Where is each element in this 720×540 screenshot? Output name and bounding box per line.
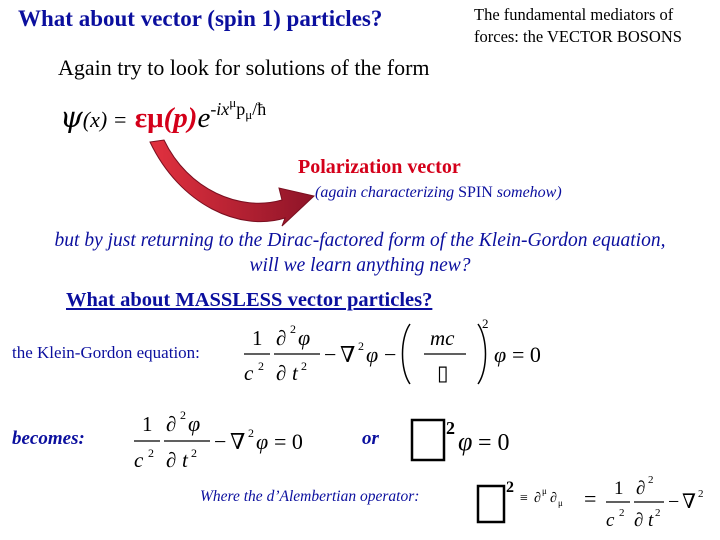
dal-box-sq: 2 — [506, 479, 514, 496]
wave-equation — [128, 403, 338, 475]
we-nabla: ∇ — [230, 429, 246, 454]
kg-minus2: − — [384, 342, 397, 367]
dal-partial-num-sq: 2 — [648, 474, 654, 486]
exp-p: p — [236, 99, 246, 119]
kg-paren-sq: 2 — [482, 316, 489, 331]
box-eq-zero: = 0 — [478, 430, 510, 456]
kg-right-paren — [478, 324, 486, 384]
kg-phi-end: φ — [494, 342, 507, 367]
psi-symbol: ψ — [60, 100, 83, 134]
mediators-note-line1: The fundamental mediators of — [474, 5, 674, 24]
kg-nabla-sq: 2 — [358, 339, 364, 353]
we-c: c — [134, 448, 144, 472]
klein-gordon-equation — [240, 318, 560, 390]
dalembertian-box-symbol — [478, 486, 504, 522]
we-eq-zero: = 0 — [274, 429, 303, 454]
dal-nabla: ∇ — [682, 491, 696, 513]
exp-base: e — [197, 102, 211, 134]
dal-t-sq: 2 — [655, 507, 661, 519]
we-t: t — [182, 448, 188, 472]
kg-t: t — [292, 361, 298, 385]
dirac-question-line2: will we learn anything new? — [249, 255, 471, 276]
dirac-question — [0, 228, 720, 278]
polarization-label: Polarization vector — [298, 156, 461, 178]
kg-t-sq: 2 — [301, 359, 307, 373]
kg-partial-num: ∂ — [276, 326, 287, 350]
kg-phi-num: φ — [298, 325, 311, 350]
box-equation — [408, 414, 528, 466]
dal-mu-sub: μ — [558, 498, 563, 508]
kg-c: c — [244, 361, 254, 385]
kg-phi: φ — [366, 342, 379, 367]
becomes-label: becomes: — [12, 428, 85, 449]
dal-c: c — [606, 510, 615, 531]
polarization-note — [315, 184, 562, 202]
we-phi: φ — [256, 429, 269, 454]
dal-mu-sup: μ — [542, 486, 547, 496]
psi-arg: (x) = — [82, 107, 128, 132]
dal-equiv: ≡ — [520, 491, 528, 506]
exp-mu-sup: μ — [229, 95, 237, 110]
we-partial-num: ∂ — [166, 412, 177, 436]
mu-symbol: μ — [147, 102, 164, 134]
we-c-sq: 2 — [148, 446, 154, 460]
dal-partial-num: ∂ — [636, 478, 646, 499]
kg-eq-zero: = 0 — [512, 342, 541, 367]
polarization-note-close: somehow) — [492, 184, 562, 201]
slide-title: What about vector (spin 1) particles? — [18, 6, 383, 31]
kg-nabla: ∇ — [340, 342, 356, 367]
we-nabla-sq: 2 — [248, 426, 254, 440]
kg-mc: mc — [430, 326, 455, 350]
dal-equals: = — [584, 486, 597, 511]
we-one: 1 — [142, 412, 153, 436]
dal-partial-den: ∂ — [634, 510, 644, 531]
dal-partial-up: ∂ — [534, 491, 541, 506]
kg-partial-den: ∂ — [276, 361, 287, 385]
exp-hbar: /ħ — [252, 99, 267, 119]
polarization-note-spin: SPIN — [458, 184, 493, 201]
p-argument: (p) — [163, 102, 198, 134]
polarization-note-open: (again characterizing — [315, 184, 459, 201]
box-sq: 2 — [446, 418, 455, 438]
dal-t: t — [648, 510, 654, 531]
kg-hbar-glyph: ▯ — [437, 361, 449, 385]
dal-nabla-sq: 2 — [698, 488, 704, 500]
intro-text: Again try to look for solutions of the form — [58, 55, 430, 80]
dalembertian-equation — [472, 470, 712, 536]
kg-c-sq: 2 — [258, 359, 264, 373]
dal-c-sq: 2 — [619, 507, 625, 519]
or-label: or — [362, 428, 379, 449]
kg-left-paren — [403, 324, 411, 384]
dal-partial-down: ∂ — [550, 491, 557, 506]
dal-minus: − — [668, 491, 680, 513]
we-partial-num-sq: 2 — [180, 408, 186, 422]
box-phi: φ — [458, 427, 473, 456]
dalembertian-box-symbol — [412, 420, 444, 460]
epsilon-symbol: ε — [134, 102, 148, 134]
mediators-note-line2: forces: the VECTOR BOSONS — [474, 27, 682, 46]
dalembertian-label: Where the d’Alembertian operator: — [200, 488, 420, 505]
massless-question: What about MASSLESS vector particles? — [66, 289, 433, 311]
we-t-sq: 2 — [191, 446, 197, 460]
we-partial-den: ∂ — [166, 448, 177, 472]
exp-minus-ix: -ix — [210, 99, 230, 119]
kg-partial-num-sq: 2 — [290, 322, 296, 336]
exp-mu-sub: μ — [245, 107, 253, 122]
dirac-question-line1: but by just returning to the Dirac-factored form of the Klein-Gordon equation, — [54, 230, 666, 251]
kg-one: 1 — [252, 326, 263, 350]
we-phi-num: φ — [188, 411, 201, 436]
dal-one: 1 — [614, 478, 624, 499]
we-minus: − — [214, 429, 227, 454]
klein-gordon-label: the Klein-Gordon equation: — [12, 343, 200, 362]
kg-minus: − — [324, 342, 337, 367]
